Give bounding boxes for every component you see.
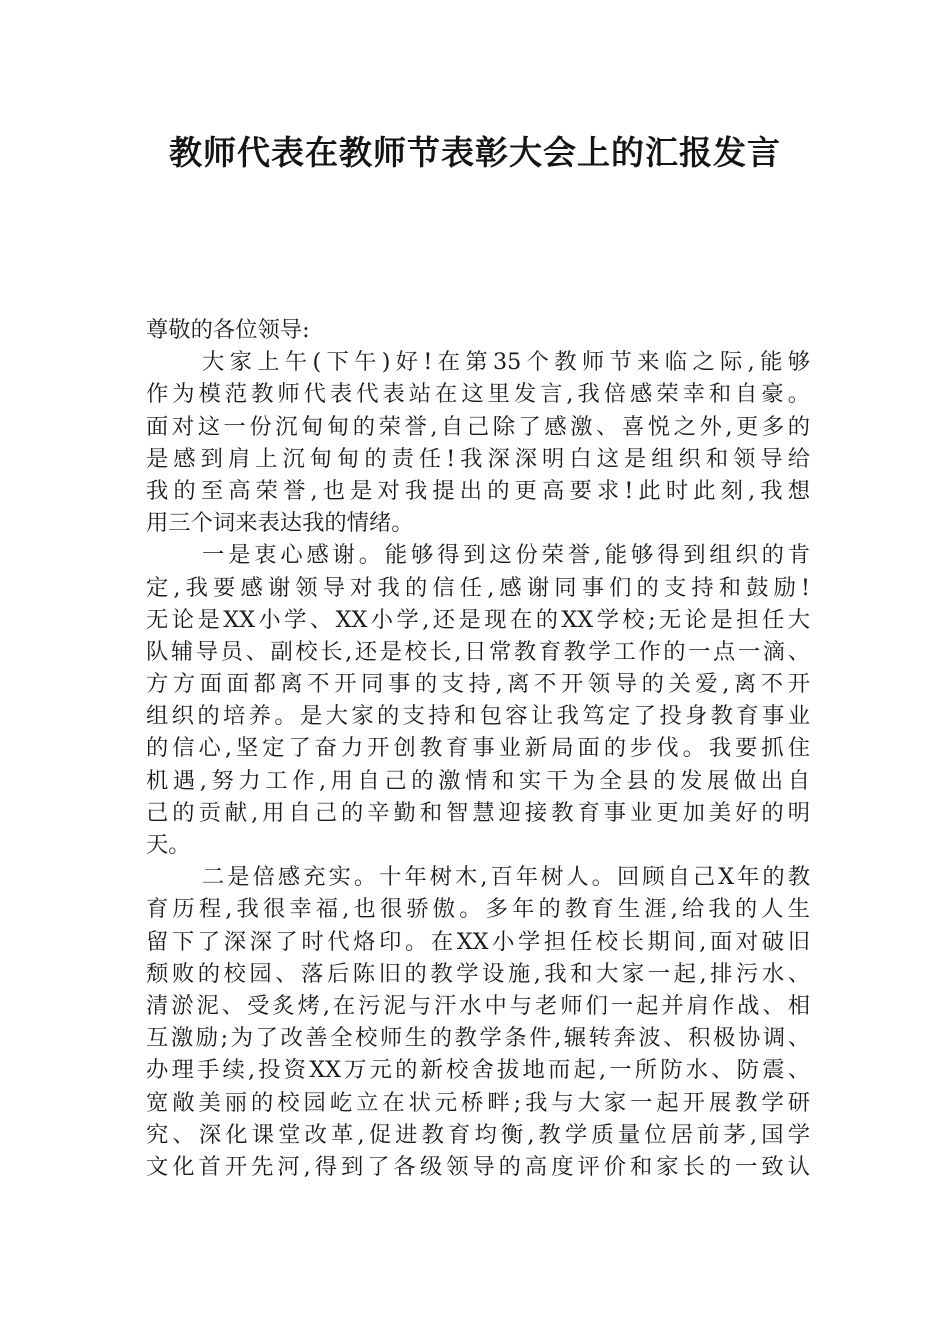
- text-line: 方方面面都离不开同事的支持,离不开领导的关爱,离不开: [146, 671, 810, 698]
- text-line: 作为模范教师代表代表站在这里发言,我倍感荣幸和自豪。: [146, 381, 810, 408]
- text-line: 天。: [146, 832, 191, 858]
- text-line: 育历程,我很幸福,也很骄傲。多年的教育生涯,给我的人生: [146, 896, 810, 923]
- text-line: 清淤泥、受炙烤,在污泥与汗水中与老师们一起并肩作战、相: [146, 992, 810, 1019]
- text-line: 究、深化课堂改革,促进教育均衡,教学质量位居前茅,国学: [146, 1121, 810, 1148]
- text-line: 留下了深深了时代烙印。在XX小学担任校长期间,面对破旧: [146, 928, 810, 955]
- text-line: 大家上午(下午)好!在第35个教师节来临之际,能够: [202, 349, 810, 376]
- text-line: 宽敞美丽的校园屹立在状元桥畔;我与大家一起开展教学研: [146, 1089, 810, 1116]
- text-line: 己的贡献,用自己的辛勤和智慧迎接教育事业更加美好的明: [146, 799, 810, 826]
- text-line: 定,我要感谢领导对我的信任,感谢同事们的支持和鼓励!: [146, 574, 810, 601]
- text-line: 办理手续,投资XX万元的新校舍拔地而起,一所防水、防震、: [146, 1057, 810, 1084]
- document-body: [146, 314, 810, 1183]
- text-line: 互激励;为了改善全校师生的教学条件,辗转奔波、积极协调、: [146, 1025, 810, 1052]
- text-line: 无论是XX小学、XX小学,还是现在的XX学校;无论是担任大: [146, 606, 810, 633]
- text-line: 组织的培养。是大家的支持和包容让我笃定了投身教育事业: [146, 703, 810, 730]
- text-line: 用三个词来表达我的情绪。: [146, 510, 414, 537]
- text-line: 机遇,努力工作,用自己的激情和实干为全县的发展做出自: [146, 767, 810, 794]
- document-title: 教师代表在教师节表彰大会上的汇报发言: [169, 133, 781, 172]
- text-line: 队辅导员、副校长,还是校长,日常教育教学工作的一点一滴、: [146, 638, 810, 665]
- salutation: 尊敬的各位领导:: [146, 317, 310, 343]
- text-line: 二是倍感充实。十年树木,百年树人。回顾自己X年的教: [202, 864, 810, 891]
- text-line: 的信心,坚定了奋力开创教育事业新局面的步伐。我要抓住: [146, 735, 810, 762]
- text-line: 是感到肩上沉甸甸的责任!我深深明白这是组织和领导给: [146, 445, 810, 472]
- text-line: 面对这一份沉甸甸的荣誉,自己除了感激、喜悦之外,更多的: [146, 413, 810, 440]
- text-line: 我的至高荣誉,也是对我提出的更高要求!此时此刻,我想: [146, 477, 810, 504]
- text-line: 文化首开先河,得到了各级领导的高度评价和家长的一致认: [146, 1153, 810, 1180]
- text-line: 一是衷心感谢。能够得到这份荣誉,能够得到组织的肯: [202, 542, 810, 569]
- text-line: 颓败的校园、落后陈旧的教学设施,我和大家一起,排污水、: [146, 960, 810, 987]
